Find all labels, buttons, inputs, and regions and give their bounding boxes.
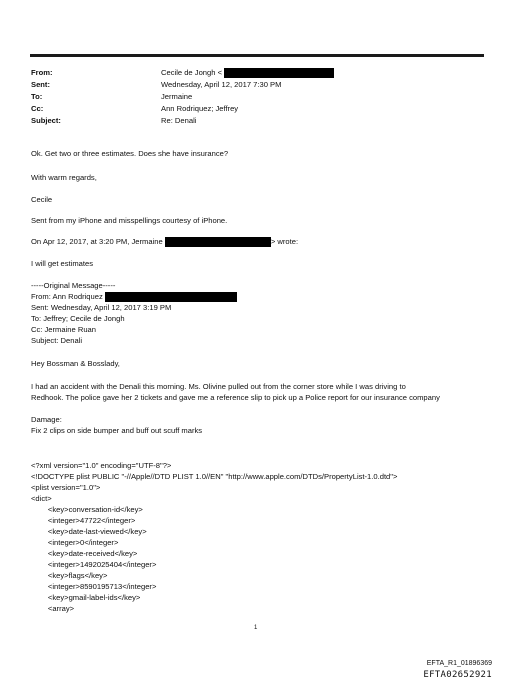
from-label: From: bbox=[31, 68, 53, 77]
redaction-box bbox=[224, 68, 334, 78]
xml-line: <plist version="1.0"> bbox=[31, 483, 101, 492]
paragraph-line: I had an accident with the Denali this morning. Ms. Olivine pulled out from the corner store while I was driving to bbox=[31, 382, 406, 391]
original-to: To: Jeffrey; Cecile de Jongh bbox=[31, 314, 125, 323]
quote-intro-text: On Apr 12, 2017, at 3:20 PM, Jermaine bbox=[31, 237, 163, 246]
to-value: Jermaine bbox=[161, 92, 193, 101]
header-rule bbox=[30, 54, 484, 57]
bates-number-small: EFTA_R1_01896369 bbox=[426, 660, 492, 667]
xml-line: <integer>47722</integer> bbox=[31, 516, 136, 525]
cc-value: Ann Rodriquez; Jeffrey bbox=[161, 104, 239, 113]
to-label: To: bbox=[31, 92, 43, 101]
quote-intro-wrote: > wrote: bbox=[270, 237, 299, 246]
xml-line: <key>date-last-viewed</key> bbox=[31, 527, 147, 536]
sent-label: Sent: bbox=[31, 80, 50, 89]
xml-line: <key>gmail-label-ids</key> bbox=[31, 593, 141, 602]
reply-line: Ok. Get two or three estimates. Does she have insurance? bbox=[31, 149, 229, 158]
subject-value: Re: Denali bbox=[161, 116, 197, 125]
original-sent: Sent: Wednesday, April 12, 2017 3:19 PM bbox=[31, 303, 172, 312]
signature: Sent from my iPhone and misspellings courtesy of iPhone. bbox=[31, 216, 228, 225]
greeting: Hey Bossman & Bosslady, bbox=[31, 359, 120, 368]
original-subject: Subject: Denali bbox=[31, 336, 83, 345]
page-number: 1 bbox=[254, 625, 258, 631]
damage-label: Damage: bbox=[31, 415, 62, 424]
sender-name: Cecile bbox=[31, 195, 53, 204]
redaction-box bbox=[105, 292, 237, 302]
original-from bbox=[31, 292, 237, 302]
original-cc: Cc: Jermaine Ruan bbox=[31, 325, 96, 334]
xml-line: <!DOCTYPE plist PUBLIC "-//Apple//DTD PLIST 1.0//EN" "http://www.apple.com/DTDs/PropertyList-1.0.dtd"> bbox=[31, 472, 398, 481]
xml-line: <key>conversation-id</key> bbox=[31, 505, 143, 514]
xml-line: <?xml version="1.0" encoding="UTF-8"?> bbox=[31, 461, 172, 470]
original-from-text: From: Ann Rodriquez bbox=[31, 292, 103, 301]
quote-intro bbox=[31, 237, 298, 247]
xml-line: <key>date-received</key> bbox=[31, 549, 138, 558]
xml-line: <key>flags</key> bbox=[31, 571, 108, 580]
closing: With warm regards, bbox=[31, 173, 97, 182]
sent-value: Wednesday, April 12, 2017 7:30 PM bbox=[161, 80, 282, 89]
xml-line: <integer>8590195713</integer> bbox=[31, 582, 157, 591]
from-value bbox=[161, 67, 334, 79]
redaction-box bbox=[165, 237, 271, 247]
jermaine-message: I will get estimates bbox=[31, 259, 94, 268]
paragraph-line: Redhook. The police gave her 2 tickets and gave me a reference slip to pick up a Police report for our insurance company bbox=[31, 393, 440, 402]
bates-number-large: EFTA02652921 bbox=[423, 670, 492, 680]
xml-line: <array> bbox=[31, 604, 75, 613]
xml-line: <integer>1492025404</integer> bbox=[31, 560, 157, 569]
original-marker: -----Original Message----- bbox=[31, 281, 116, 290]
damage-text: Fix 2 clips on side bumper and buff out scuff marks bbox=[31, 426, 203, 435]
cc-label: Cc: bbox=[31, 104, 44, 113]
from-name: Cecile de Jongh < bbox=[161, 68, 223, 77]
xml-line: <dict> bbox=[31, 494, 52, 503]
subject-label: Subject: bbox=[31, 116, 61, 125]
xml-line: <integer>0</integer> bbox=[31, 538, 119, 547]
